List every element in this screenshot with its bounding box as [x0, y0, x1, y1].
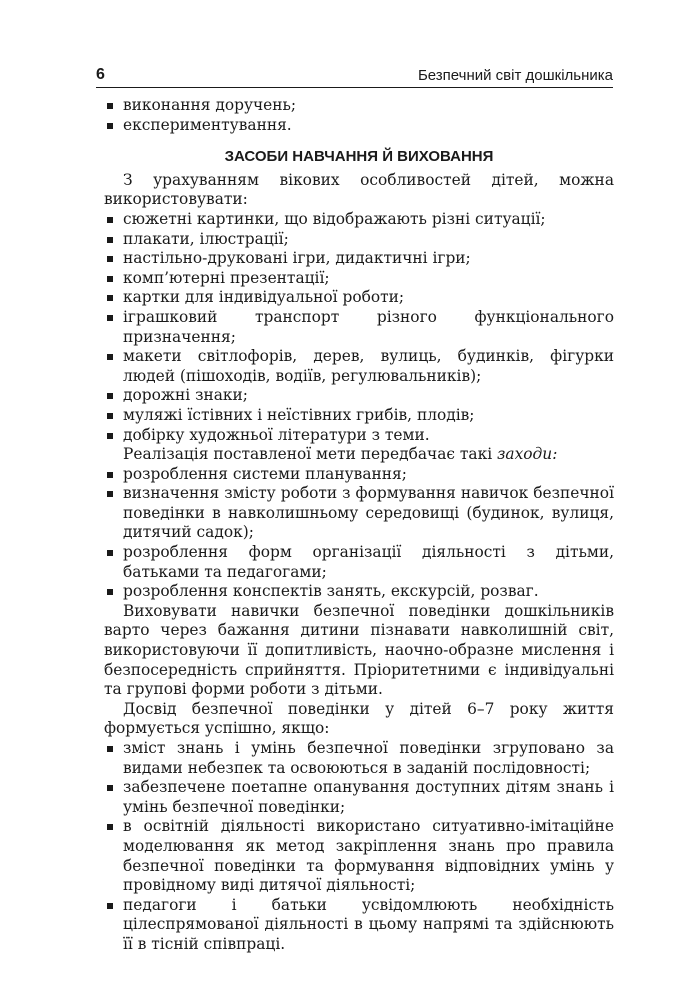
- page-header: [96, 64, 613, 88]
- running-title: Безпечний світ дошкільника: [417, 67, 613, 84]
- conditions-list: [104, 739, 614, 955]
- bullet-square-icon: [107, 354, 113, 360]
- list-item: добірку художньої літератури з теми.: [104, 426, 614, 446]
- means-list: [104, 210, 614, 445]
- bullet-square-icon: [107, 903, 113, 909]
- list-item: педагоги і батьки усвідомлюють необхідність цілеспрямованої діяльності в цьому напрямі та здійснюють її в тісній співпраці.: [104, 896, 614, 955]
- list-item: в освітній діяльності використано ситуативно-імітаційне моделювання як метод закріплення знань про правила безпечної поведінки та формування відповідних умінь у провідному виді дитячої діяльності;: [104, 817, 614, 895]
- bullet-square-icon: [107, 589, 113, 595]
- paragraph-experience: Досвід безпечної поведінки у дітей 6–7 року життя формується успішно, якщо:: [104, 699, 614, 738]
- bullet-square-icon: [107, 433, 113, 439]
- list-item: дорожні знаки;: [104, 386, 614, 406]
- bullet-square-icon: [107, 315, 113, 321]
- list-item: муляжі їстівних і неїстівних грибів, плодів;: [104, 406, 614, 426]
- bullet-square-icon: [107, 472, 113, 478]
- bullet-square-icon: [107, 237, 113, 243]
- bullet-square-icon: [107, 491, 113, 497]
- bullet-square-icon: [107, 393, 113, 399]
- bullet-square-icon: [107, 550, 113, 556]
- bullet-square-icon: [107, 824, 113, 830]
- bullet-square-icon: [107, 276, 113, 282]
- section-title: ЗАСОБИ НАВЧАННЯ Й ВИХОВАННЯ: [224, 148, 494, 166]
- list-item: комп’ютерні презентації;: [104, 269, 614, 289]
- list-item: забезпечене поетапне опанування доступних дітям знань і умінь безпечної поведінки;: [104, 778, 614, 817]
- list-item: виконання доручень;: [104, 96, 614, 116]
- bullet-square-icon: [107, 295, 113, 301]
- list-item: розроблення системи планування;: [104, 465, 614, 485]
- page-number: 6: [96, 66, 105, 83]
- list-item: плакати, ілюстрації;: [104, 230, 614, 250]
- bullet-square-icon: [107, 256, 113, 262]
- list-item: картки для індивідуальної роботи;: [104, 288, 614, 308]
- bullet-square-icon: [107, 413, 113, 419]
- list-item: зміст знань і умінь безпечної поведінки згруповано за видами небезпек та освоюються в заданій послідовності;: [104, 739, 614, 778]
- paragraph-measures-intro: Реалізація поставленої мети передбачає такі заходи:: [123, 445, 558, 464]
- bullet-square-icon: [107, 746, 113, 752]
- bullet-square-icon: [107, 785, 113, 791]
- paragraph-means-intro: З урахуванням вікових особливостей дітей, можна використовувати:: [104, 170, 614, 209]
- emphasis-measures: заходи:: [497, 445, 558, 464]
- list-item: сюжетні картинки, що відображають різні ситуації;: [104, 210, 614, 230]
- list-item: визначення змісту роботи з формування навичок безпечної поведінки в навколишньому середовищі (будинок, вулиця, дитячий садок);: [104, 484, 614, 543]
- page-content: [104, 96, 614, 955]
- list-item: іграшковий транспорт різного функціонального призначення;: [104, 308, 614, 347]
- list-item: макети світлофорів, дерев, вулиць, будинків, фігурки людей (пішоходів, водіїв, регулювальників);: [104, 347, 614, 386]
- intro-list: [104, 96, 614, 135]
- bullet-square-icon: [107, 103, 113, 109]
- list-item: експериментування.: [104, 116, 614, 136]
- bullet-square-icon: [107, 217, 113, 223]
- list-item: настільно-друковані ігри, дидактичні ігри;: [104, 249, 614, 269]
- list-item: розроблення конспектів занять, екскурсій, розваг.: [104, 582, 614, 602]
- list-item: розроблення форм організації діяльності з дітьми, батьками та педагогами;: [104, 543, 614, 582]
- paragraph-skills: Виховувати навички безпечної поведінки дошкільників варто через бажання дитини пізнавати навколишній світ, використовуючи її допитливість, наочно-образне мислення і безпосередність сприйняття. Пріоритетними є індивідуальні та групові форми роботи з дітьми.: [104, 601, 614, 699]
- bullet-square-icon: [107, 123, 113, 129]
- measures-list: [104, 465, 614, 602]
